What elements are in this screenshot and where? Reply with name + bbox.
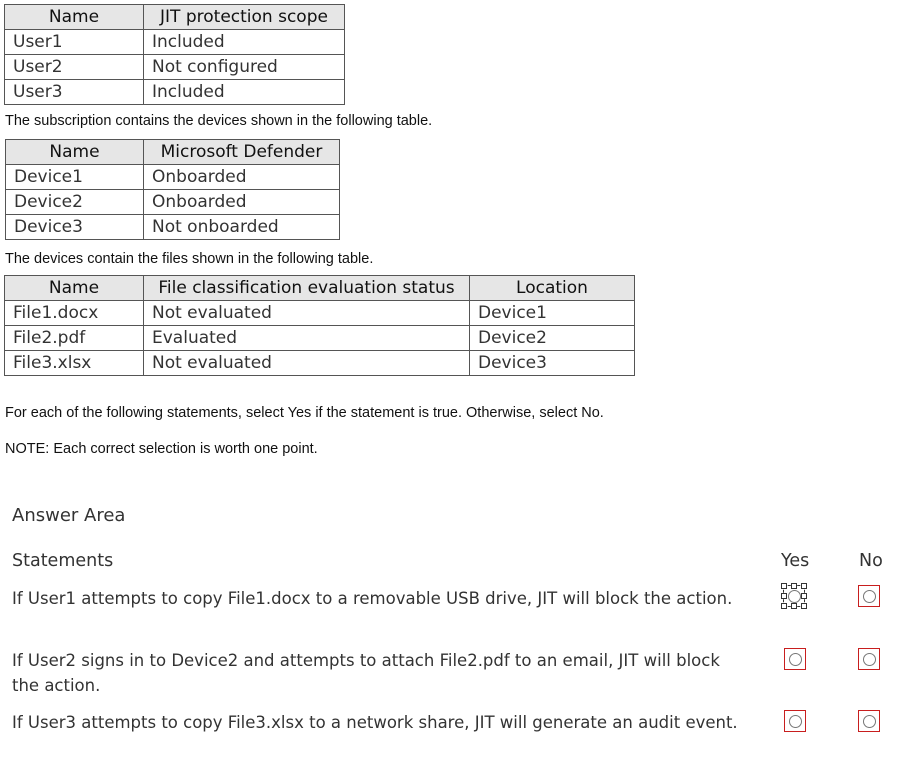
files-caption: The devices contain the files shown in the following table. (5, 251, 374, 267)
table-cell: Included (144, 30, 345, 55)
statement-1-yes-radio[interactable] (783, 585, 805, 607)
table-cell: File3.xlsx (5, 351, 144, 376)
radio-circle-icon (789, 715, 802, 728)
table-row (6, 215, 340, 240)
table-cell: Included (144, 80, 345, 105)
selection-handle-icon (781, 593, 787, 599)
column-header: JIT protection scope (144, 5, 345, 30)
statement-2: If User2 signs in to Device2 and attempts to attach File2.pdf to an email, JIT will block the action. (12, 651, 720, 695)
files-table (4, 275, 635, 376)
statement-3: If User3 attempts to copy File3.xlsx to a network share, JIT will generate an audit event. (12, 713, 738, 732)
radio-circle-icon (789, 653, 802, 666)
table-cell: Device3 (470, 351, 635, 376)
selection-handle-icon (801, 603, 807, 609)
table-header-row (6, 140, 340, 165)
table-cell: Evaluated (144, 326, 470, 351)
table-cell: Onboarded (144, 165, 340, 190)
table-cell: Device2 (470, 326, 635, 351)
table-cell: Device1 (6, 165, 144, 190)
table-header-row (5, 5, 345, 30)
table-cell: Not configured (144, 55, 345, 80)
table-cell: Device3 (6, 215, 144, 240)
no-column-header: No (859, 551, 883, 571)
selection-handle-icon (791, 603, 797, 609)
statements-header: Statements (12, 551, 114, 571)
table-cell: File1.docx (5, 301, 144, 326)
users-table (4, 4, 345, 105)
column-header: Name (5, 276, 144, 301)
table-cell: Not onboarded (144, 215, 340, 240)
devices-caption: The subscription contains the devices shown in the following table. (5, 113, 433, 129)
radio-circle-icon (863, 590, 876, 603)
statement-1-no-radio[interactable] (858, 585, 880, 607)
table-cell: Onboarded (144, 190, 340, 215)
table-cell: Not evaluated (144, 351, 470, 376)
column-header: Microsoft Defender (144, 140, 340, 165)
note-text: NOTE: Each correct selection is worth one point. (5, 441, 318, 457)
table-cell: Not evaluated (144, 301, 470, 326)
selection-handle-icon (791, 583, 797, 589)
radio-circle-icon (863, 715, 876, 728)
column-header: File classification evaluation status (144, 276, 470, 301)
table-cell: Device2 (6, 190, 144, 215)
table-cell: User1 (5, 30, 144, 55)
table-row (5, 301, 635, 326)
table-cell: Device1 (470, 301, 635, 326)
table-cell: User3 (5, 80, 144, 105)
table-row (5, 326, 635, 351)
column-header: Location (470, 276, 635, 301)
table-row (6, 165, 340, 190)
statement-3-yes-radio[interactable] (784, 710, 806, 732)
selection-handle-icon (801, 583, 807, 589)
statement-1: If User1 attempts to copy File1.docx to a removable USB drive, JIT will block the action. (12, 589, 733, 608)
column-header: Name (6, 140, 144, 165)
table-row (5, 30, 345, 55)
table-row (5, 55, 345, 80)
statement-3-no-radio[interactable] (858, 710, 880, 732)
selection-handle-icon (781, 583, 787, 589)
devices-table (5, 139, 340, 240)
statement-2-no-radio[interactable] (858, 648, 880, 670)
instruction-text: For each of the following statements, select Yes if the statement is true. Otherwise, select No. (5, 405, 604, 421)
radio-circle-icon (863, 653, 876, 666)
selection-handle-icon (781, 603, 787, 609)
answer-area-title: Answer Area (12, 505, 126, 526)
table-cell: File2.pdf (5, 326, 144, 351)
radio-circle-icon (788, 590, 801, 603)
table-cell: User2 (5, 55, 144, 80)
table-row (6, 190, 340, 215)
table-row (5, 351, 635, 376)
yes-column-header: Yes (781, 551, 810, 571)
statement-2-yes-radio[interactable] (784, 648, 806, 670)
table-row (5, 80, 345, 105)
column-header: Name (5, 5, 144, 30)
table-header-row (5, 276, 635, 301)
selection-handle-icon (801, 593, 807, 599)
